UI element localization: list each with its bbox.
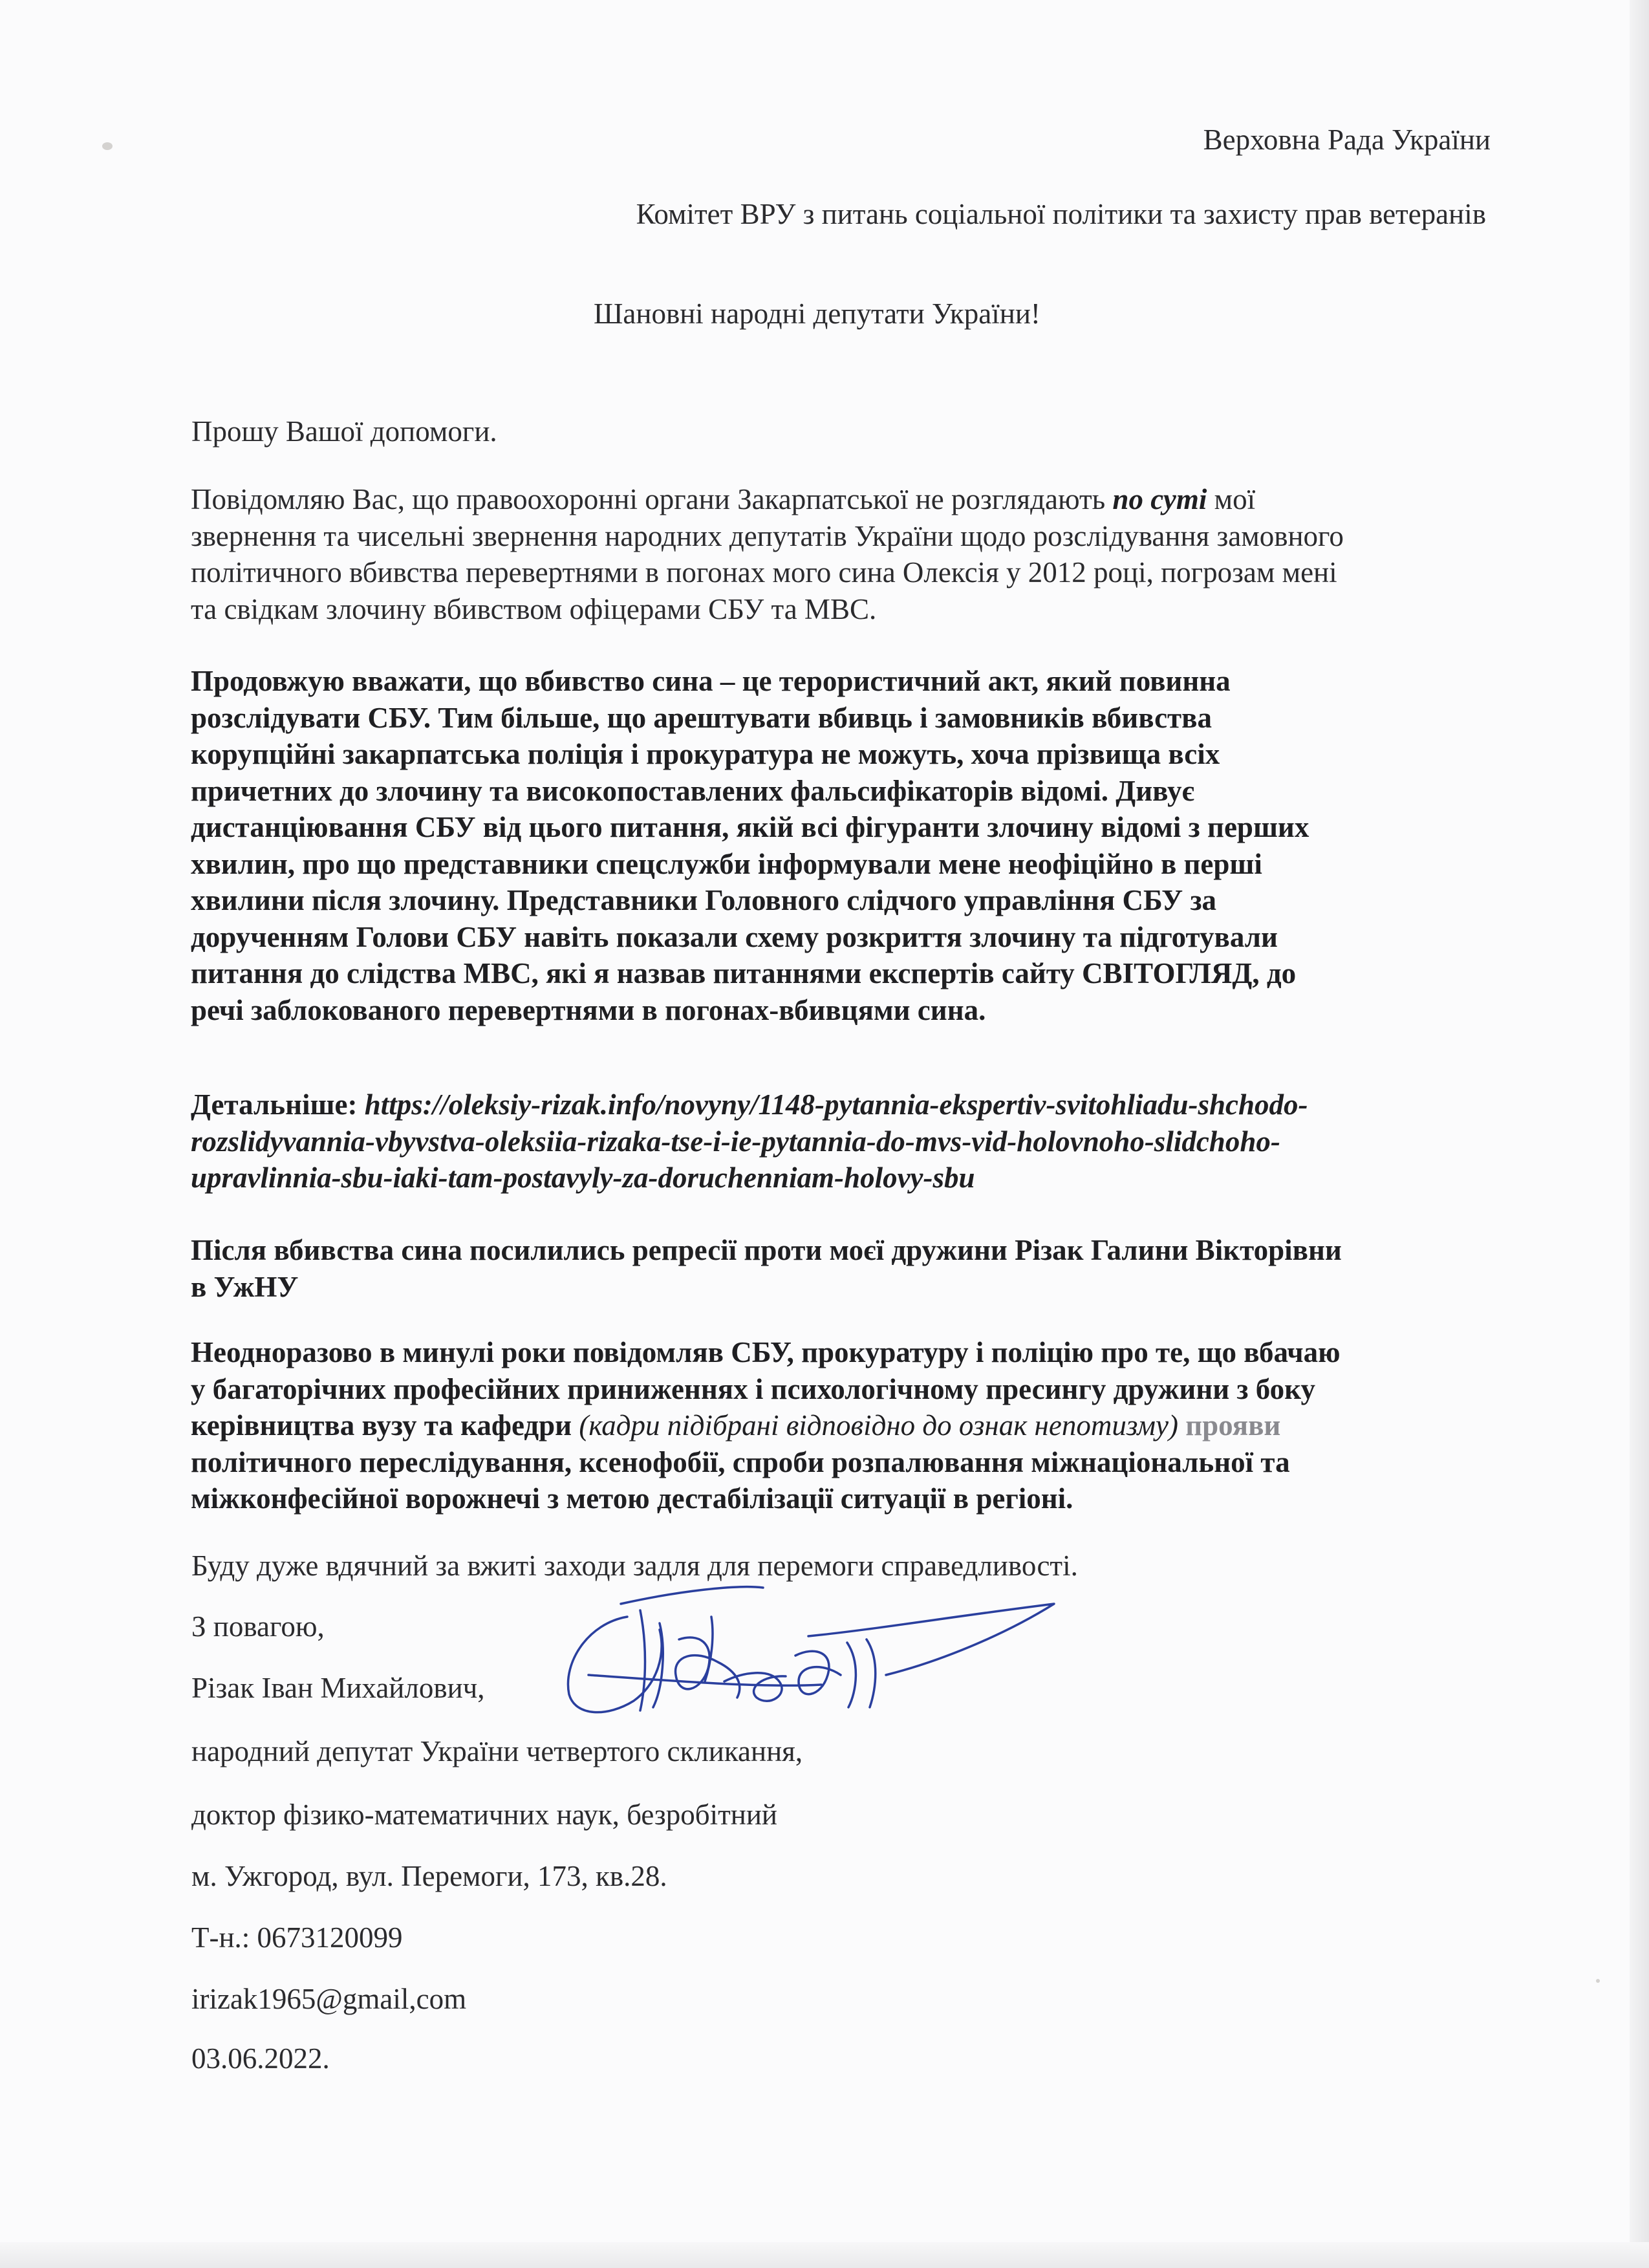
paragraph-5: [191, 1334, 1497, 1517]
paragraph-5-line-5: міжконфесійної ворожнечі з метою дестабілізації ситуації в регіоні.: [191, 1482, 1073, 1515]
paragraph-2-line-5: дистанціювання СБУ від цього питання, якій всі фігуранти злочину відомі з перших: [191, 811, 1310, 843]
regards: З повагою,: [191, 1610, 325, 1643]
emphasis-po-suti: по суті: [1112, 483, 1207, 515]
punch-hole-mark-top: [102, 142, 113, 150]
paragraph-4: [191, 1232, 1497, 1305]
addressee-parliament: Верховна Рада України: [1203, 124, 1491, 156]
paragraph-2-line-6: хвилин, про що представники спецслужби інформували мене неофіційно в перші: [191, 847, 1262, 880]
details-label: Детальніше:: [191, 1088, 365, 1121]
paragraph-1-line-4: та свідкам злочину вбивством офіцерами СБУ та МВС.: [191, 592, 877, 625]
details-link-part-2[interactable]: rozslidyvannia-vbyvstva-oleksiia-rizaka-tse-i-ie-pytannia-do-mvs-vid-holovnoho-slidchoho-: [191, 1125, 1280, 1158]
paragraph-2-line-1: Продовжую вважати, що вбивство сина – це терористичний акт, який повинна: [191, 665, 1231, 697]
signer-title: народний депутат України четвертого скликання,: [191, 1735, 803, 1767]
details-line-3: [191, 1160, 1497, 1196]
paragraph-1-line-1: Повідомляю Вас, що правоохоронні органи Закарпатської не розглядають по суті мої: [191, 483, 1256, 515]
letter-date: 03.06.2022.: [191, 2042, 330, 2075]
paragraph-2-line-7: хвилини після злочину. Представники Головного слідчого управління СБУ за: [191, 884, 1217, 916]
paragraph-2-line-10: речі заблокованого перевертнями в погонах-вбивцями сина.: [191, 993, 986, 1026]
closing-thanks: Буду дуже вдячний за вжиті заходи задля для перемоги справедливості.: [191, 1550, 1078, 1582]
salutation: Шановні народні депутати України!: [594, 297, 1040, 330]
handwritten-signature: [550, 1578, 1067, 1727]
scan-edge-shadow: [1630, 0, 1649, 2268]
signer-address: м. Ужгород, вул. Перемоги, 173, кв.28.: [191, 1860, 667, 1892]
signer-phone: Т-н.: 0673120099: [191, 1921, 403, 1954]
addressee-committee: Комітет ВРУ з питань соціальної політики та захисту прав ветеранів: [636, 198, 1486, 230]
details-link-part-3[interactable]: upravlinnia-sbu-iaki-tam-postavyly-za-doruchenniam-holovy-sbu: [191, 1161, 975, 1194]
paragraph-details: [191, 1086, 1497, 1196]
paragraph-5-line-1: Неодноразово в минулі роки повідомляв СБУ, прокуратуру і поліцію про те, що вбачаю: [191, 1336, 1341, 1368]
scan-speck: [1596, 1979, 1600, 1983]
details-line-1: [191, 1086, 1497, 1123]
signer-email: irizak1965@gmail,com: [191, 1983, 467, 2015]
paragraph-2-line-4: причетних до злочину та високопоставлених фальсифікаторів відомі. Дивує: [191, 774, 1194, 807]
paragraph-1-line-2: звернення та чисельні звернення народних депутатів України щодо розслідування замовного: [191, 519, 1344, 552]
paragraph-1-line-3: політичного вбивства перевертнями в погонах мого сина Олексія у 2012 році, погрозам мені: [191, 556, 1337, 589]
signer-name: Різак Іван Михайлович,: [191, 1672, 485, 1704]
details-line-2: [191, 1123, 1497, 1160]
scan-bottom-edge: [0, 2242, 1649, 2268]
paragraph-4-line-1: Після вбивства сина посилились репресії проти моєї дружини Різак Галини Вікторівни: [191, 1234, 1342, 1266]
paragraph-4-line-2: в УжНУ: [191, 1270, 299, 1303]
paragraph-5-line-3: керівництва вузу та кафедри (кадри підібрані відповідно до ознак непотизму) прояви: [191, 1409, 1281, 1442]
nepotism-note: (кадри підібрані відповідно до ознак непотизму): [579, 1409, 1178, 1442]
signer-degree: доктор фізико-математичних наук, безробітний: [191, 1798, 777, 1831]
paragraph-2-line-9: питання до слідства МВС, які я назвав питаннями експертів сайту СВІТОГЛЯД, до: [191, 957, 1297, 989]
paragraph-2-line-8: дорученням Голови СБУ навіть показали схему розкриття злочину та підготували: [191, 920, 1278, 953]
paragraph-2: [191, 663, 1497, 1028]
details-link-part-1[interactable]: https://oleksiy-rizak.info/novyny/1148-pytannia-ekspertiv-svitohliadu-shchodo-: [364, 1088, 1308, 1121]
paragraph-2-line-3: корупційні закарпатська поліція і прокуратура не можуть, хоча прізвища всіх: [191, 738, 1220, 770]
paragraph-1: [191, 481, 1497, 627]
paragraph-5-line-4: політичного переслідування, ксенофобії, спроби розпалювання міжнаціональної та: [191, 1445, 1290, 1478]
request-line: Прошу Вашої допомоги.: [191, 415, 497, 448]
paragraph-2-line-2: розслідувати СБУ. Тим більше, що арештувати вбивць і замовників вбивства: [191, 701, 1212, 734]
paragraph-5-line-2: у багаторічних професійних приниженнях і психологічному пресингу дружини з боку: [191, 1372, 1315, 1405]
